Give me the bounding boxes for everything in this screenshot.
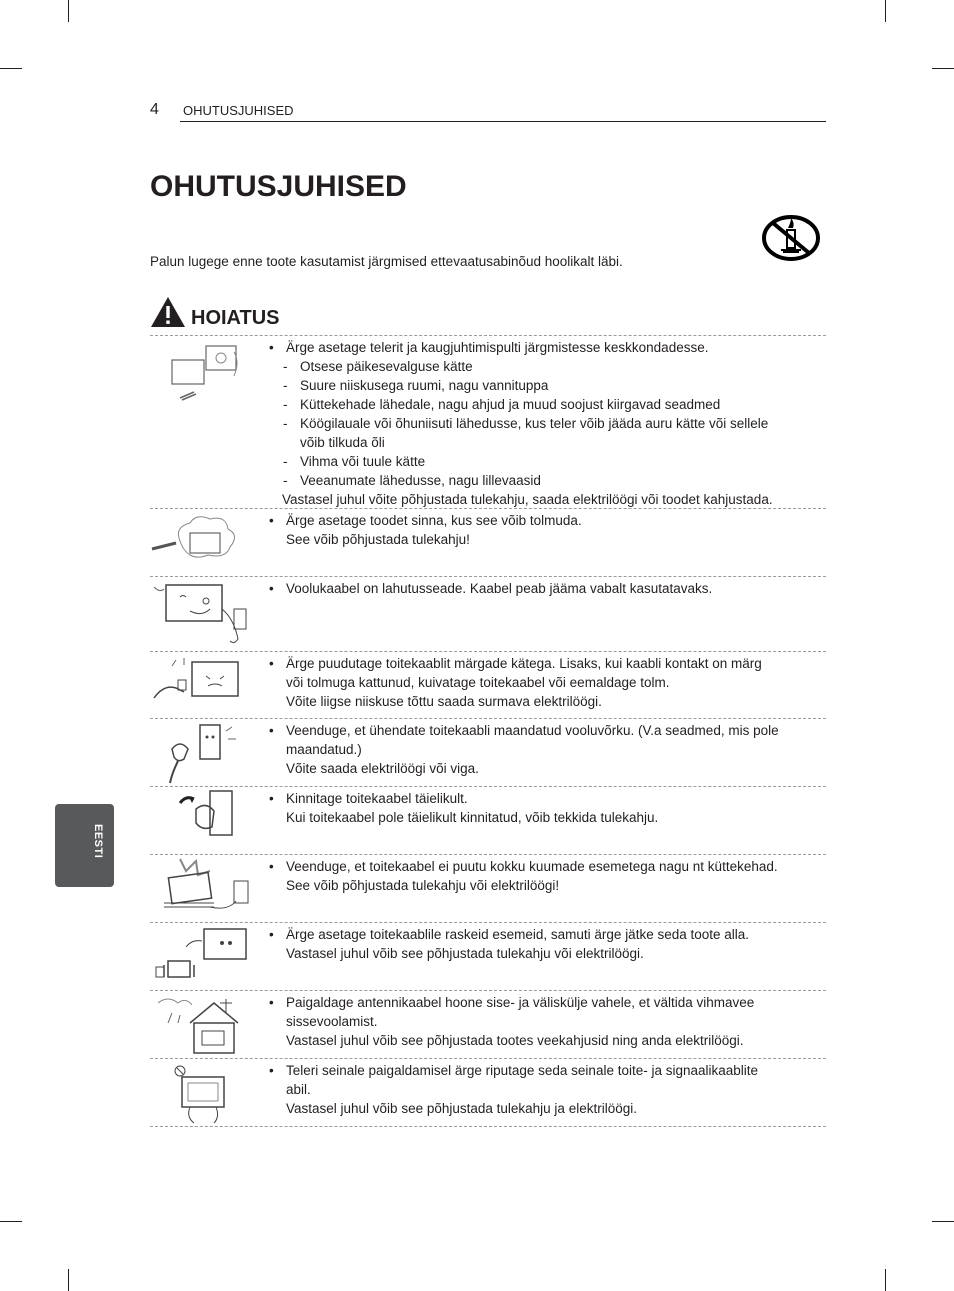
table-row <box>150 1059 826 1127</box>
crop-mark <box>885 1269 886 1291</box>
bullet-lead: • Ärge asetage telerit ja kaugjuhtimispulti järgmistesse keskkondadesse. <box>268 338 826 357</box>
table-row <box>150 991 826 1059</box>
table-row <box>150 923 826 991</box>
page-number: 4 <box>150 101 159 118</box>
row-text <box>268 789 826 827</box>
crop-mark <box>932 68 954 69</box>
row-text <box>268 579 826 598</box>
no-open-flame-icon <box>761 214 821 262</box>
language-tab-label: EESTI <box>92 824 104 859</box>
row-line: sissevoolamist. <box>286 1014 378 1029</box>
bullet-lead: • Veenduge, et toitekaabel ei puutu kokku kuumade esemetega nagu nt küttekehad. <box>268 857 826 876</box>
bullet-lead: • Teleri seinale paigaldamisel ärge riputage seda seinale toite- ja signaalikaablite <box>268 1061 826 1080</box>
row-line: abil. <box>286 1082 311 1097</box>
table-row <box>150 509 826 577</box>
language-tab <box>55 804 114 887</box>
warning-triangle-icon <box>150 296 186 328</box>
intro-text: Palun lugege enne toote kasutamist järgmised ettevaatusabinõud hoolikalt läbi. <box>150 254 623 269</box>
header-rule <box>180 121 826 122</box>
bullet-lead: • Ärge asetage toodet sinna, kus see võib tolmuda. <box>268 511 826 530</box>
antenna-cable-illustration <box>150 993 258 1057</box>
row-text <box>268 1061 826 1118</box>
row-line: Vastasel juhul võib see põhjustada tootes veekahjusid ning anda elektrilöögi. <box>286 1033 744 1048</box>
bullet-lead: • Veenduge, et ühendate toitekaabli maandatud vooluvõrku. (V.a seadmed, mis pole <box>268 721 826 740</box>
bullet-lead: • Kinnitage toitekaabel täielikult. <box>268 789 826 808</box>
page-title: OHUTUSJUHISED <box>150 170 407 203</box>
list-item: - Köögilauale või õhuniisuti lähedusse, kus teler võib jääda auru kätte või sellele <box>268 414 826 433</box>
wet-hands-illustration <box>150 654 258 716</box>
list-item: - Veeanumate lähedusse, nagu lillevaasid <box>268 471 826 490</box>
row-line: Võite liigse niiskuse tõttu saada surmava elektrilöögi. <box>286 694 602 709</box>
list-item: - Suure niiskusega ruumi, nagu vannituppa <box>268 376 826 395</box>
row-line: See võib põhjustada tulekahju või elektrilöögi! <box>286 878 560 893</box>
list-item-continuation: võib tilkuda õli <box>300 435 385 450</box>
bullet-lead: • Ärge asetage toitekaablile raskeid esemeid, samuti ärge jätke seda toote alla. <box>268 925 826 944</box>
row-line: Vastasel juhul võib see põhjustada tulekahju ja elektrilöögi. <box>286 1101 637 1116</box>
row-text <box>268 993 826 1050</box>
dust-illustration <box>150 511 258 571</box>
heater-cord-illustration <box>150 857 258 923</box>
safety-table <box>150 335 826 1127</box>
row-line: Kui toitekaabel pole täielikult kinnitatud, võib tekkida tulekahju. <box>286 810 659 825</box>
row-line: See võib põhjustada tulekahju! <box>286 532 470 547</box>
row-tail: Vastasel juhul võite põhjustada tulekahju, saada elektrilöögi või toodet kahjustada. <box>282 492 773 507</box>
running-header: OHUTUSJUHISED <box>183 103 294 118</box>
wall-mount-cable-illustration <box>150 1061 258 1125</box>
table-row <box>150 577 826 652</box>
table-row <box>150 719 826 787</box>
crop-mark <box>885 0 886 22</box>
table-row <box>150 787 826 855</box>
plug-insert-illustration <box>150 789 258 853</box>
table-row <box>150 336 826 509</box>
row-line: või tolmuga kattunud, kuivatage toitekaabel või eemaldage tolm. <box>286 675 670 690</box>
list-item: - Otsese päikesevalguse kätte <box>268 357 826 376</box>
list-item: - Vihma või tuule kätte <box>268 452 826 471</box>
row-text <box>268 654 826 711</box>
bullet-lead: • Paigaldage antennikaabel hoone sise- ja väliskülje vahele, et vältida vihmavee <box>268 993 826 1012</box>
row-text <box>268 721 826 778</box>
bullet-lead: • Voolukaabel on lahutusseade. Kaabel peab jääma vabalt kasutatavaks. <box>268 579 826 598</box>
grounded-outlet-illustration <box>150 721 258 785</box>
heavy-object-illustration <box>150 925 258 989</box>
warning-label: HOIATUS <box>191 307 280 329</box>
row-text <box>268 338 826 509</box>
row-text <box>268 511 826 549</box>
crop-mark <box>0 68 22 69</box>
table-row <box>150 855 826 923</box>
tv-environment-illustration <box>150 338 258 408</box>
crop-mark <box>0 1221 22 1222</box>
row-text <box>268 925 826 963</box>
row-text <box>268 857 826 895</box>
bullet-lead: • Ärge puudutage toitekaablit märgade kätega. Lisaks, kui kaabli kontakt on märg <box>268 654 826 673</box>
row-line: Vastasel juhul võib see põhjustada tulekahju või elektrilöögi. <box>286 946 644 961</box>
table-row <box>150 652 826 719</box>
list-item: - Küttekehade lähedale, nagu ahjud ja muud soojust kiirgavad seadmed <box>268 395 826 414</box>
power-cord-illustration <box>150 579 258 647</box>
row-line: maandatud.) <box>286 742 362 757</box>
crop-mark <box>68 0 69 22</box>
row-line: Võite saada elektrilöögi või viga. <box>286 761 479 776</box>
crop-mark <box>932 1221 954 1222</box>
crop-mark <box>68 1269 69 1291</box>
